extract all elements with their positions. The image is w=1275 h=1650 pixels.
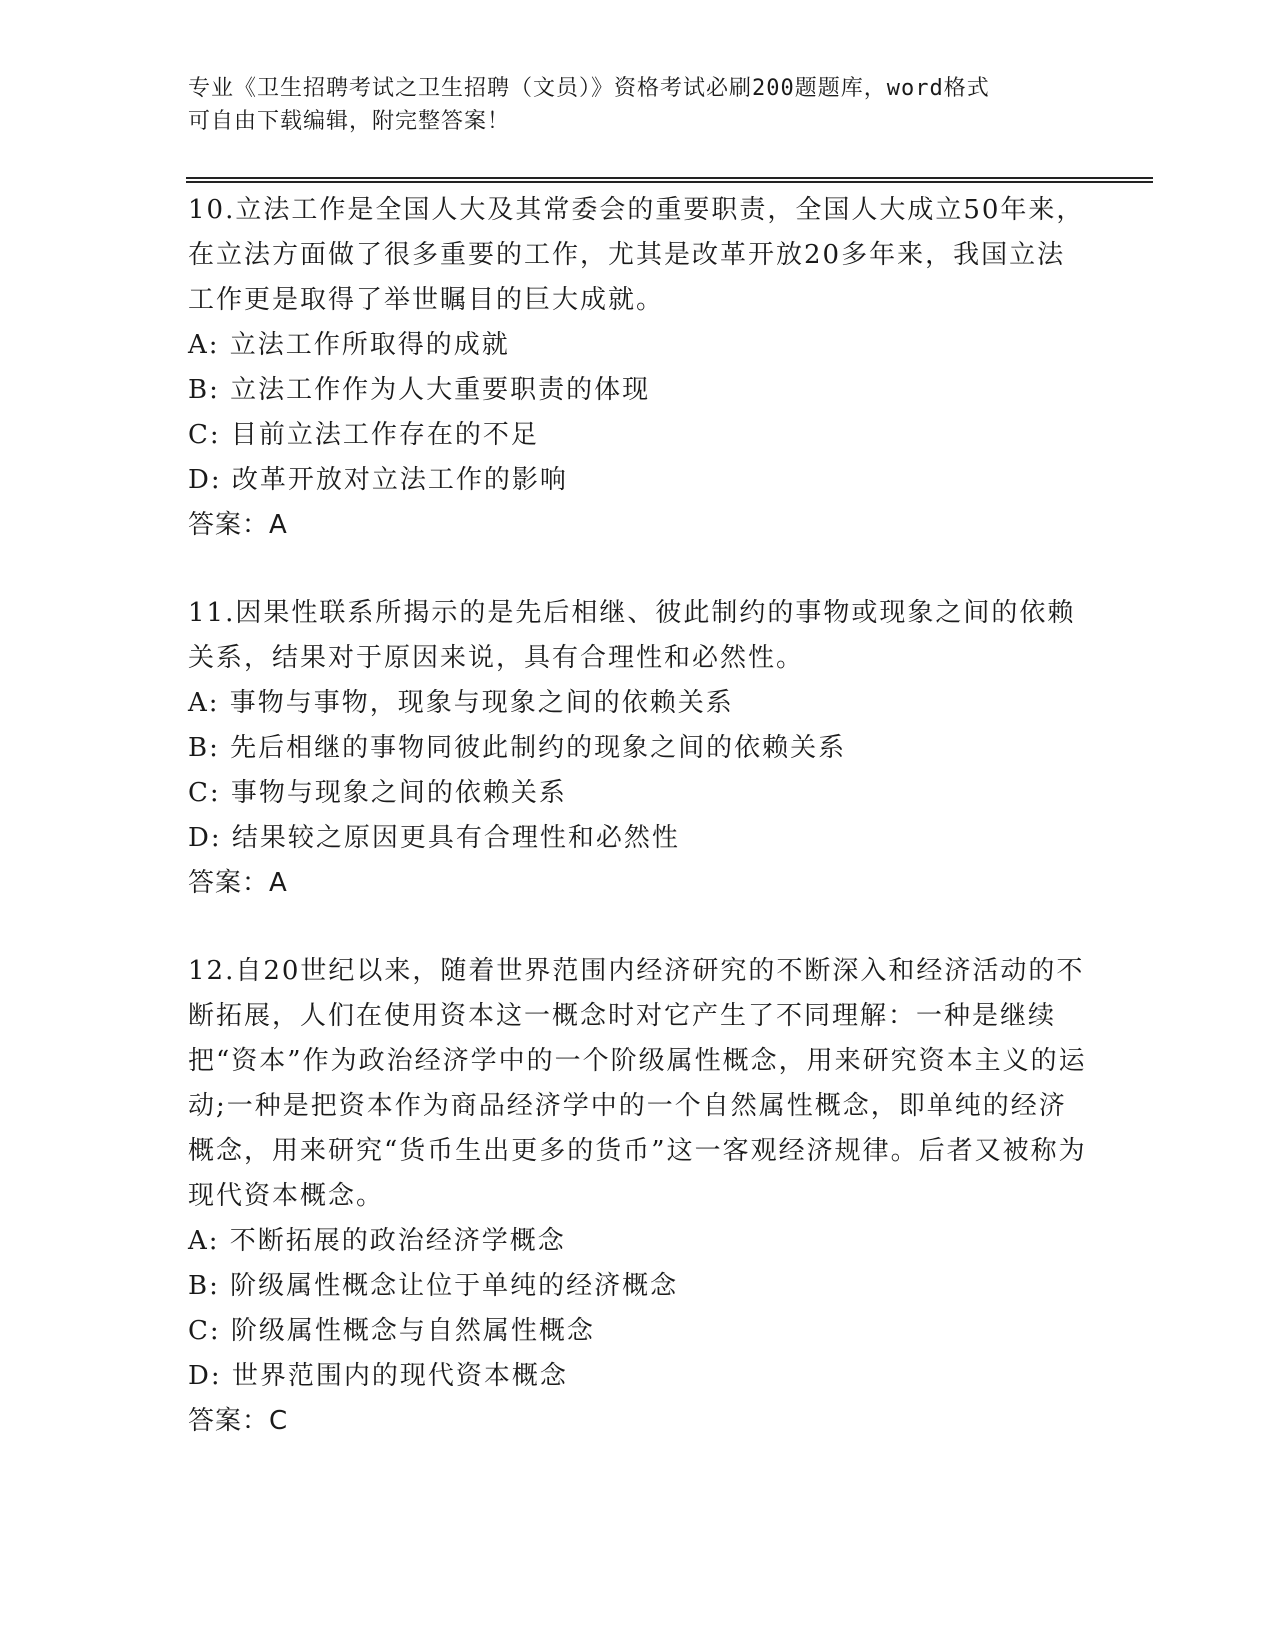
header-title-line-1: 专业《卫生招聘考试之卫生招聘（文员）》资格考试必刷200题题库，word格式 bbox=[188, 76, 990, 101]
question-stem: 10.立法工作是全国人大及其常委会的重要职责，全国人大成立50年来，在立法方面做了很多重要的工作，尤其是改革开放20多年来，我国立法工作更是取得了举世瞩目的巨大成就。 bbox=[188, 195, 1085, 315]
option-d: D: 改革开放对立法工作的影响 bbox=[188, 465, 568, 495]
question-list bbox=[188, 188, 1088, 1487]
question-11 bbox=[188, 591, 1088, 906]
answer: 答案：A bbox=[188, 510, 288, 540]
option-b: B: 先后相继的事物同彼此制约的现象之间的依赖关系 bbox=[188, 733, 847, 763]
option-c: C: 事物与现象之间的依赖关系 bbox=[188, 778, 567, 808]
header-divider-top bbox=[186, 177, 1153, 179]
option-a: A: 不断拓展的政治经济学概念 bbox=[188, 1226, 566, 1256]
answer: 答案：A bbox=[188, 868, 288, 898]
header-title-line-2: 可自由下载编辑，附完整答案！ bbox=[188, 109, 511, 134]
option-b: B: 立法工作作为人大重要职责的体现 bbox=[188, 375, 651, 405]
option-d: D: 结果较之原因更具有合理性和必然性 bbox=[188, 823, 680, 853]
answer: 答案：C bbox=[188, 1406, 289, 1436]
option-c: C: 阶级属性概念与自然属性概念 bbox=[188, 1316, 595, 1346]
question-stem: 11.因果性联系所揭示的是先后相继、彼此制约的事物或现象之间的依赖关系，结果对于原因来说，具有合理性和必然性。 bbox=[188, 598, 1076, 673]
document-header bbox=[188, 72, 1068, 138]
option-c: C: 目前立法工作存在的不足 bbox=[188, 420, 539, 450]
question-12 bbox=[188, 949, 1088, 1444]
question-10 bbox=[188, 188, 1088, 548]
header-divider-bottom bbox=[186, 181, 1153, 183]
option-a: A: 立法工作所取得的成就 bbox=[188, 330, 510, 360]
question-stem: 12.自20世纪以来，随着世界范围内经济研究的不断深入和经济活动的不断拓展，人们在使用资本这一概念时对它产生了不同理解：一种是继续把“资本”作为政治经济学中的一个阶级属性概念，用来研究资本主义的运动;一种是把资本作为商品经济学中的一个自然属性概念，即单纯的经济概念，用来研究“货币生出更多的货币”这一客观经济规律。后者又被称为现代资本概念。 bbox=[188, 956, 1087, 1211]
option-b: B: 阶级属性概念让位于单纯的经济概念 bbox=[188, 1271, 679, 1301]
option-a: A: 事物与事物，现象与现象之间的依赖关系 bbox=[188, 688, 734, 718]
option-d: D: 世界范围内的现代资本概念 bbox=[188, 1361, 568, 1391]
